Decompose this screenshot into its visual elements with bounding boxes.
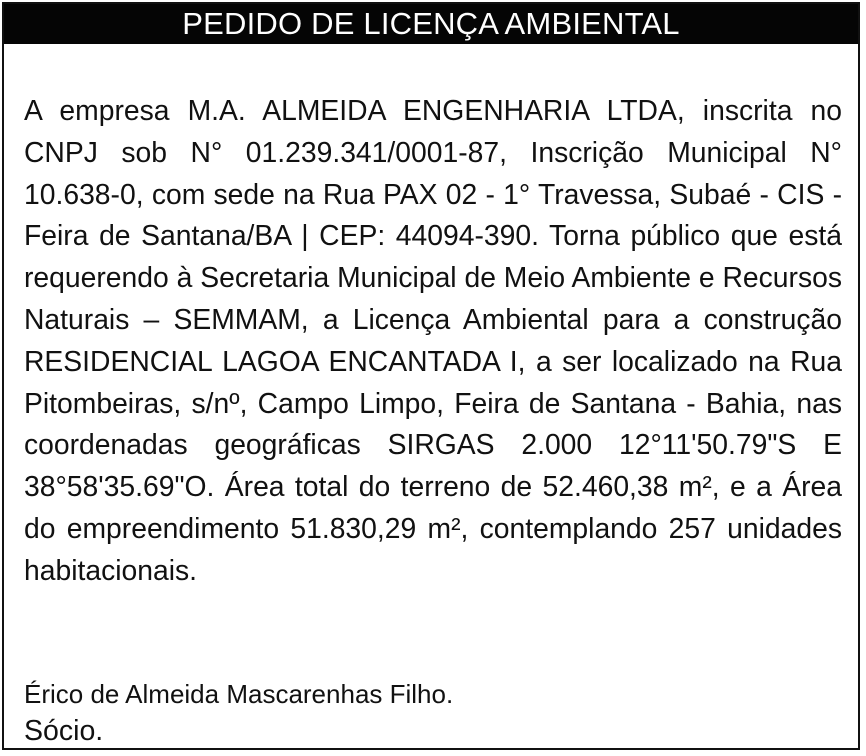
notice-body [24,90,842,592]
signatory-role: Sócio. [24,715,104,747]
signatory-name: Érico de Almeida Mascarenhas Filho. [24,679,454,709]
public-notice [2,2,860,750]
notice-title-bar [4,4,858,44]
notice-title: PEDIDO DE LICENÇA AMBIENTAL [182,6,680,41]
license-request-paragraph: A empresa M.A. ALMEIDA ENGENHARIA LTDA, inscrita no CNPJ sob N° 01.239.341/0001-87, Inscrição Municipal N° 10.638-0, com sede na Rua PAX 02 - 1° Travessa, Subaé - CIS - Feira de Santana/BA | CEP: 44094-390. Torna público que está requerendo à Secretaria Municipal de Meio Ambiente e Recursos Naturais – SEMMAM, a Licença Ambiental para a construção RESIDENCIAL LAGOA ENCANTADA I, a ser localizado na Rua Pitombeiras, s/nº, Campo Limpo, Feira de Santana - Bahia, nas coordenadas geográficas SIRGAS 2.000 12°11'50.79"S E 38°58'35.69"O. Área total do terreno de 52.460,38 m², e a Área do empreendimento 51.830,29 m², contemplando 257 unidades habitacionais. [24,94,842,586]
